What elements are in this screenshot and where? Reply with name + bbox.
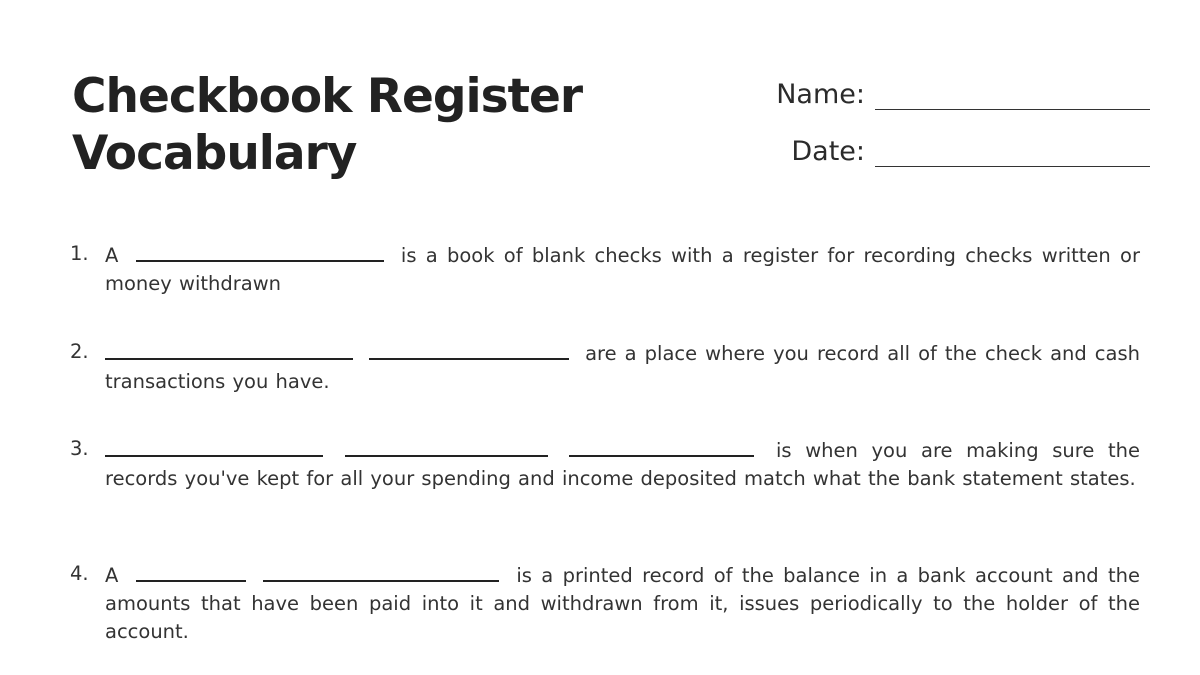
item-number: 3. [70, 437, 89, 460]
item-number: 2. [70, 340, 89, 363]
item-lead: A [105, 564, 119, 587]
item-definition: is a book of blank checks with a register for recording checks written or money withdrawn [105, 244, 1140, 295]
name-label: Name: [776, 79, 865, 110]
name-blank-line[interactable] [875, 83, 1150, 110]
answer-blank[interactable] [569, 435, 754, 457]
item-text [105, 435, 1140, 493]
item-number: 4. [70, 562, 89, 585]
list-item [70, 435, 1140, 493]
list-item [70, 338, 1140, 396]
item-text [105, 240, 1140, 298]
item-number: 1. [70, 242, 89, 265]
answer-blank[interactable] [369, 338, 569, 360]
item-definition: is a printed record of the balance in a bank account and the amounts that have been paid into it and withdrawn from it, issues periodically to the holder of the account. [105, 564, 1141, 643]
answer-blank[interactable] [136, 560, 246, 582]
worksheet-title [72, 68, 592, 182]
name-field [776, 80, 1150, 110]
answer-blank[interactable] [105, 435, 323, 457]
list-item [70, 240, 1140, 298]
date-blank-line[interactable] [875, 140, 1150, 167]
item-text [105, 338, 1140, 396]
title-line-2: Vocabulary [72, 126, 357, 181]
answer-blank[interactable] [105, 338, 353, 360]
answer-blank[interactable] [136, 240, 384, 262]
item-lead: A [105, 244, 119, 267]
answer-blank[interactable] [345, 435, 548, 457]
item-definition: is when you are making sure the records you've kept for all your spending and income deposited match what the bank statement states. [105, 439, 1140, 490]
answer-blank[interactable] [263, 560, 499, 582]
date-label: Date: [791, 136, 865, 167]
list-item [70, 560, 1140, 646]
item-text [105, 560, 1140, 646]
item-definition: are a place where you record all of the check and cash transactions you have. [105, 342, 1140, 393]
date-field [791, 137, 1150, 167]
title-line-1: Checkbook Register [72, 69, 583, 124]
